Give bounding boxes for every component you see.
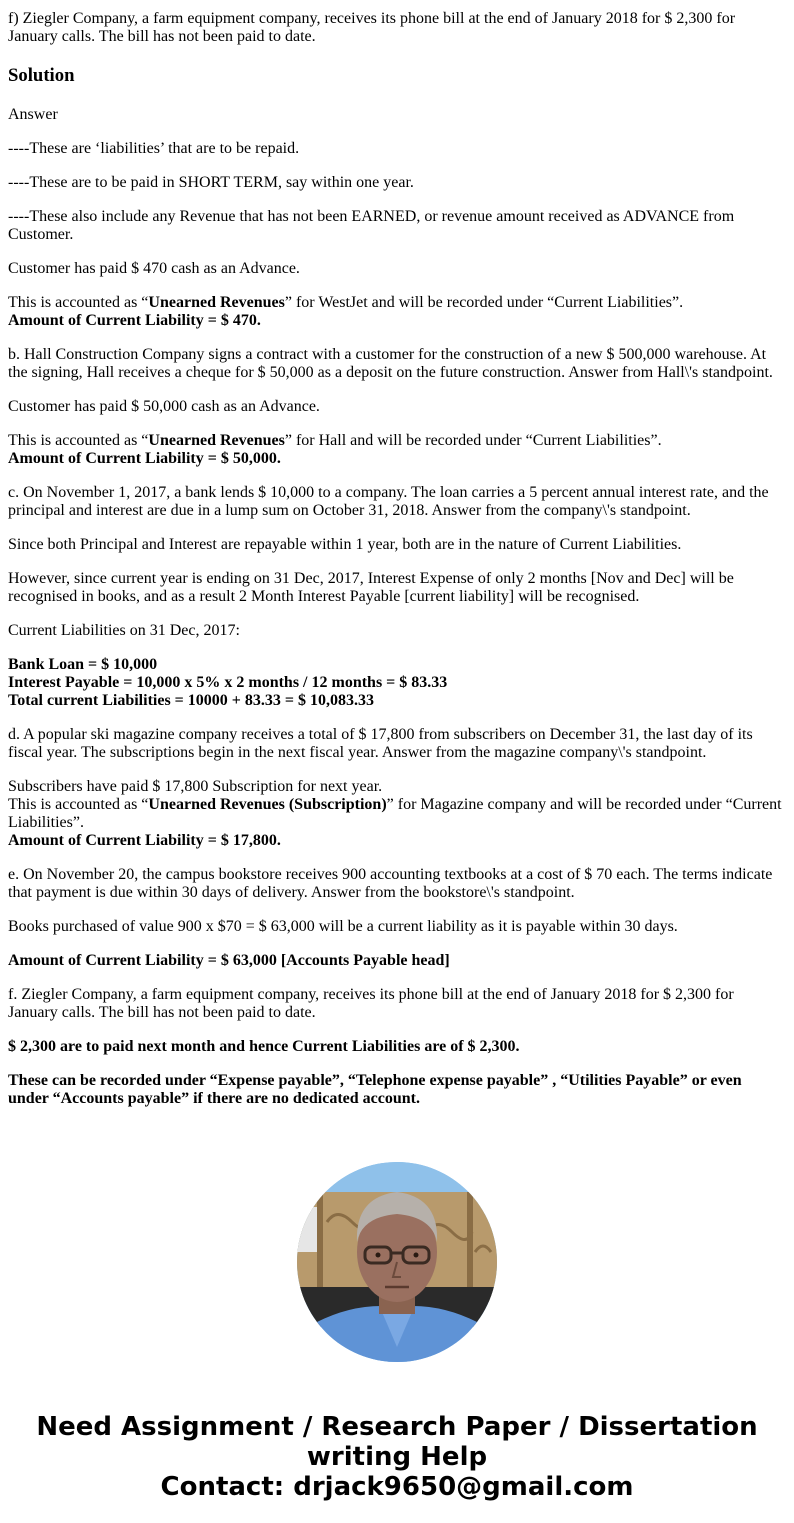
part-a-accounting-pre: This is accounted as “ [8,294,149,311]
part-f-result: $ 2,300 are to paid next month and hence Current Liabilities are of $ 2,300. [8,1038,520,1055]
part-f-note: These can be recorded under “Expense payable”, “Telephone expense payable” , “Utilities Payable” or even under “Accounts payable” if there are no dedicated account. [8,1072,742,1107]
part-d-accounting-post: ” for Magazine company and will be recorded under “Current Liabilities”. [8,796,782,831]
part-f-result-wrap [8,1038,786,1056]
part-d-result: Amount of Current Liability = $ 17,800. [8,832,281,849]
intro-point-2: ----These are to be paid in SHORT TERM, say within one year. [8,174,414,191]
part-f-question: f. Ziegler Company, a farm equipment company, receives its phone bill at the end of January 2018 for $ 2,300 for January calls. The bill has not been paid to date. [8,986,734,1021]
part-b-accounting-post: ” for Hall and will be recorded under “Current Liabilities”. [284,432,662,449]
author-section [8,1162,786,1362]
part-d-question: d. A popular ski magazine company receives a total of $ 17,800 from subscribers on December 31, the last day of its fiscal year. The subscriptions begin in the next fiscal year. Answer from the magazine company\'s standpoint. [8,726,753,761]
part-d-accounting-term: Unearned Revenues (Subscription) [148,796,387,813]
question-text: f) Ziegler Company, a farm equipment company, receives its phone bill at the end of January 2018 for $ 2,300 for January calls. The bill has not been paid to date. [8,10,736,45]
part-c-total: Total current Liabilities = 10000 + 83.33 = $ 10,083.33 [8,692,375,709]
part-c-explanation-1: Since both Principal and Interest are repayable within 1 year, both are in the nature of Current Liabilities. [8,536,682,553]
part-c-interest-payable: Interest Payable = 10,000 x 5% x 2 months / 12 months = $ 83.33 [8,674,448,691]
part-e-result-wrap [8,952,786,970]
part-c-subheading: Current Liabilities on 31 Dec, 2017: [8,622,240,639]
part-e-explanation: Books purchased of value 900 x $70 = $ 63,000 will be a current liability as it is payable within 30 days. [8,918,678,935]
part-f-note-wrap [8,1072,786,1108]
part-b-accounting-pre: This is accounted as “ [8,432,149,449]
part-a-result: Amount of Current Liability = $ 470. [8,312,261,329]
part-a-explanation: Customer has paid $ 470 cash as an Advance. [8,260,300,277]
part-c-calculation [8,656,786,710]
part-c-bank-loan: Bank Loan = $ 10,000 [8,656,158,673]
part-d-explanation: Subscribers have paid $ 17,800 Subscription for next year. [8,778,383,795]
part-b-accounting-term: Unearned Revenues [148,432,285,449]
part-a-accounting-term: Unearned Revenues [148,294,285,311]
part-a-accounting-post: ” for WestJet and will be recorded under “Current Liabilities”. [284,294,684,311]
author-avatar [297,1162,497,1362]
part-e-result: Amount of Current Liability = $ 63,000 [Accounts Payable head] [8,952,450,969]
contact-line-1: Need Assignment / Research Paper / Dissertation [36,1412,758,1442]
part-a-accounting [8,294,786,330]
contact-email: Contact: drjack9650@gmail.com [160,1472,634,1502]
contact-line-2: writing Help [306,1442,488,1472]
intro-point-1: ----These are ‘liabilities’ that are to be repaid. [8,140,300,157]
answer-label: Answer [8,106,58,123]
part-b-explanation: Customer has paid $ 50,000 cash as an Advance. [8,398,320,415]
part-e-question: e. On November 20, the campus bookstore receives 900 accounting textbooks at a cost of $ 70 each. The terms indicate that payment is due within 30 days of delivery. Answer from the bookstore\'s standpoint. [8,866,773,901]
solution-heading: Solution [8,65,75,86]
part-b-result: Amount of Current Liability = $ 50,000. [8,450,281,467]
part-c-explanation-2: However, since current year is ending on 31 Dec, 2017, Interest Expense of only 2 months [Nov and Dec] will be recognised in books, and as a result 2 Month Interest Payable [current liability] will be recognised. [8,570,734,605]
author-photo-icon [297,1162,497,1362]
part-b-accounting [8,432,786,468]
part-d-accounting-pre: This is accounted as “ [8,796,149,813]
part-c-question: c. On November 1, 2017, a bank lends $ 10,000 to a company. The loan carries a 5 percent annual interest rate, and the principal and interest are due in a lump sum on October 31, 2018. Answer from the company\'s standpoint. [8,484,769,519]
intro-point-3: ----These also include any Revenue that has not been EARNED, or revenue amount received as ADVANCE from Customer. [8,208,735,243]
contact-banner [8,1412,786,1502]
part-d-block [8,778,786,850]
part-b-question: b. Hall Construction Company signs a contract with a customer for the construction of a new $ 500,000 warehouse. At the signing, Hall receives a cheque for $ 50,000 as a deposit on the future construction. Answer from Hall\'s standpoint. [8,346,773,381]
